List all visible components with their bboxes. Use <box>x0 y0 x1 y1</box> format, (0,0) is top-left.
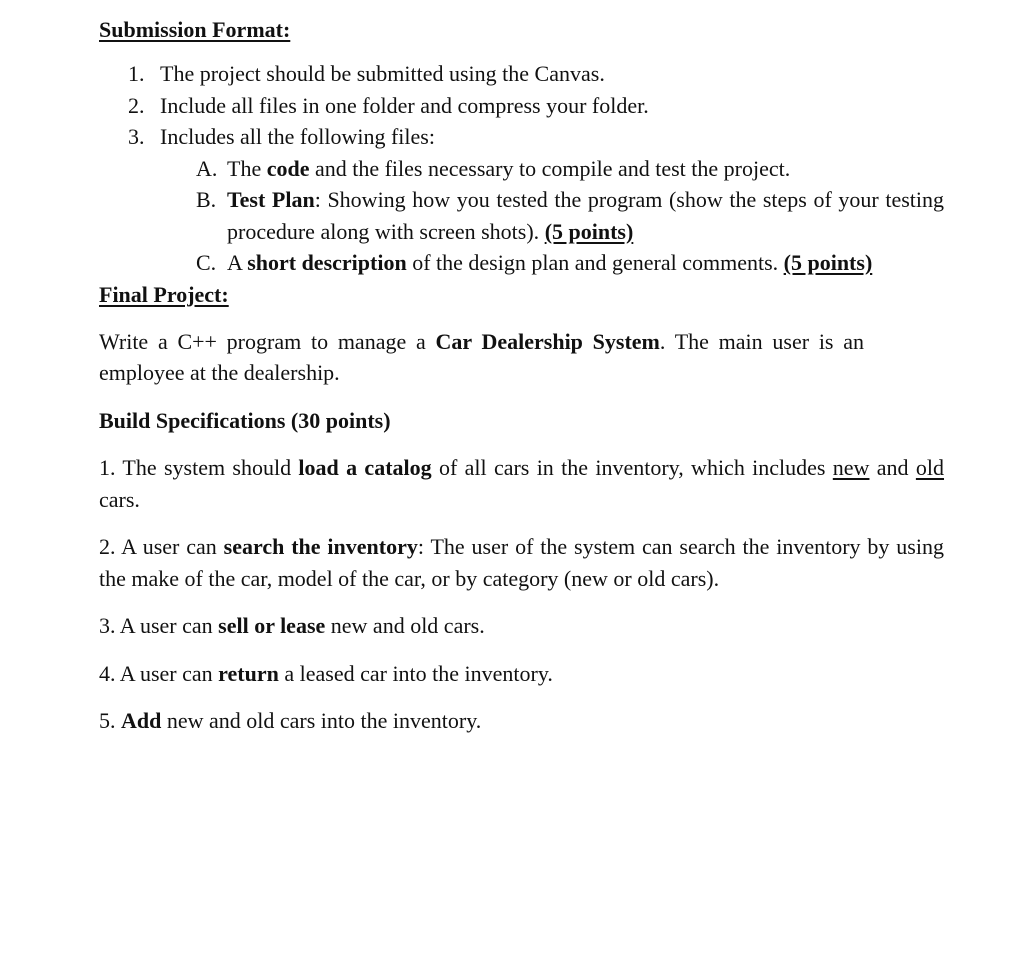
text-span: and <box>869 455 916 480</box>
final-project-intro <box>99 326 944 389</box>
spec-item-3 <box>99 610 944 642</box>
spec-item-5 <box>99 705 944 737</box>
list-text: Include all files in one folder and compress your folder. <box>160 92 649 118</box>
bold-text: Car Dealership System <box>435 328 660 354</box>
text-span: : The user of the system can search the inventory by using the make of the car, model of the car, or by category (new or old cars). <box>99 534 944 591</box>
text-span: 5. <box>99 708 121 733</box>
list-text: Includes all the following files: <box>160 124 435 149</box>
file-item-b <box>99 184 944 247</box>
text-span: of all cars in the inventory, which includes <box>431 455 833 480</box>
bold-text: code <box>266 155 310 181</box>
underlined-text: new <box>832 455 870 480</box>
text-span: cars. <box>99 486 140 512</box>
list-letter: A. <box>196 155 218 181</box>
text-span: A <box>227 250 248 275</box>
underlined-text: old <box>915 455 945 480</box>
text-span: of the design plan and general comments. <box>406 250 784 275</box>
points-label: (5 points) <box>544 218 634 244</box>
submission-item-1 <box>99 58 944 90</box>
file-item-a <box>99 153 944 185</box>
list-letter: B. <box>196 187 217 212</box>
text-span: : Showing how you tested the program (show the steps of your testing procedure along with screen shots). <box>227 187 944 244</box>
list-number: 1. <box>128 61 145 86</box>
spec-item-4 <box>99 658 944 690</box>
text-span: 4. A user can <box>99 660 219 686</box>
document-page <box>99 14 944 737</box>
points-label: (5 points) <box>783 250 873 275</box>
text-span: new and old cars. <box>325 613 485 638</box>
submission-format-heading: Submission Format: <box>99 17 291 42</box>
bold-text: Add <box>121 708 162 733</box>
text-span: 2. A user can <box>99 534 224 559</box>
text-span: new and old cars into the inventory. <box>161 708 482 733</box>
submission-item-3 <box>99 121 944 153</box>
final-project-heading: Final Project: <box>99 281 229 307</box>
bold-text: load a catalog <box>298 455 432 480</box>
text-span: Write a C++ program to manage a <box>99 328 436 354</box>
text-span: a leased car into the inventory. <box>278 660 553 686</box>
text-span: 3. A user can <box>99 613 219 638</box>
bold-text: sell or lease <box>218 613 326 638</box>
build-specifications-heading <box>99 405 944 437</box>
text-span: 1. The system should <box>99 455 299 480</box>
list-number: 2. <box>128 92 145 118</box>
bold-text: Build Specifications (30 points) <box>99 407 391 433</box>
text-span: . The main user is an employee at the dealership. <box>99 328 864 385</box>
submission-item-2 <box>99 90 944 122</box>
spec-item-2 <box>99 531 944 594</box>
bold-text: search the inventory <box>223 534 418 559</box>
bold-text: short description <box>247 250 407 275</box>
file-item-c <box>99 247 944 279</box>
list-letter: C. <box>196 250 217 275</box>
text-span: The <box>227 155 267 181</box>
bold-text: Test Plan <box>227 187 315 212</box>
list-number: 3. <box>128 124 145 149</box>
submission-list <box>99 58 944 279</box>
list-text: The project should be submitted using the Canvas. <box>160 61 605 86</box>
text-span: and the files necessary to compile and test the project. <box>309 155 791 181</box>
bold-text: return <box>218 660 279 686</box>
spec-item-1 <box>99 452 944 515</box>
